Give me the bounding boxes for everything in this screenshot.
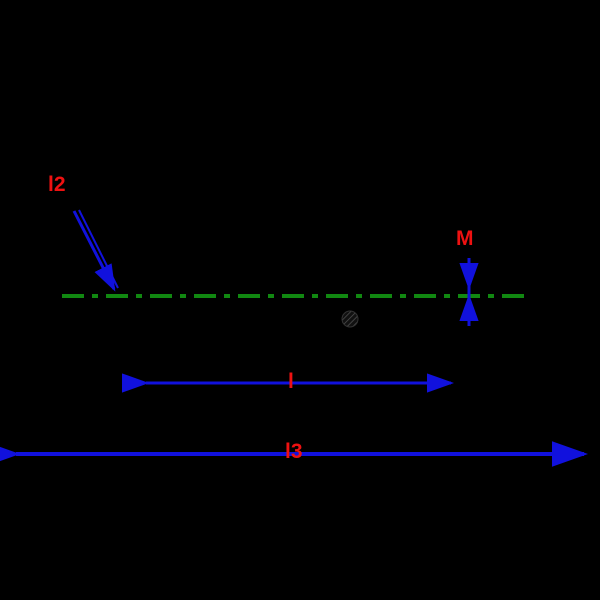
label-l2: l2: [48, 173, 66, 196]
label-m: M: [456, 227, 474, 250]
oblique-arrow-l2: [74, 211, 114, 289]
label-l: l: [288, 370, 294, 393]
oblique-arrow-l2-second-stroke: [79, 210, 118, 288]
label-l3: l3: [285, 440, 303, 463]
hatched-point-marker: [342, 311, 358, 327]
